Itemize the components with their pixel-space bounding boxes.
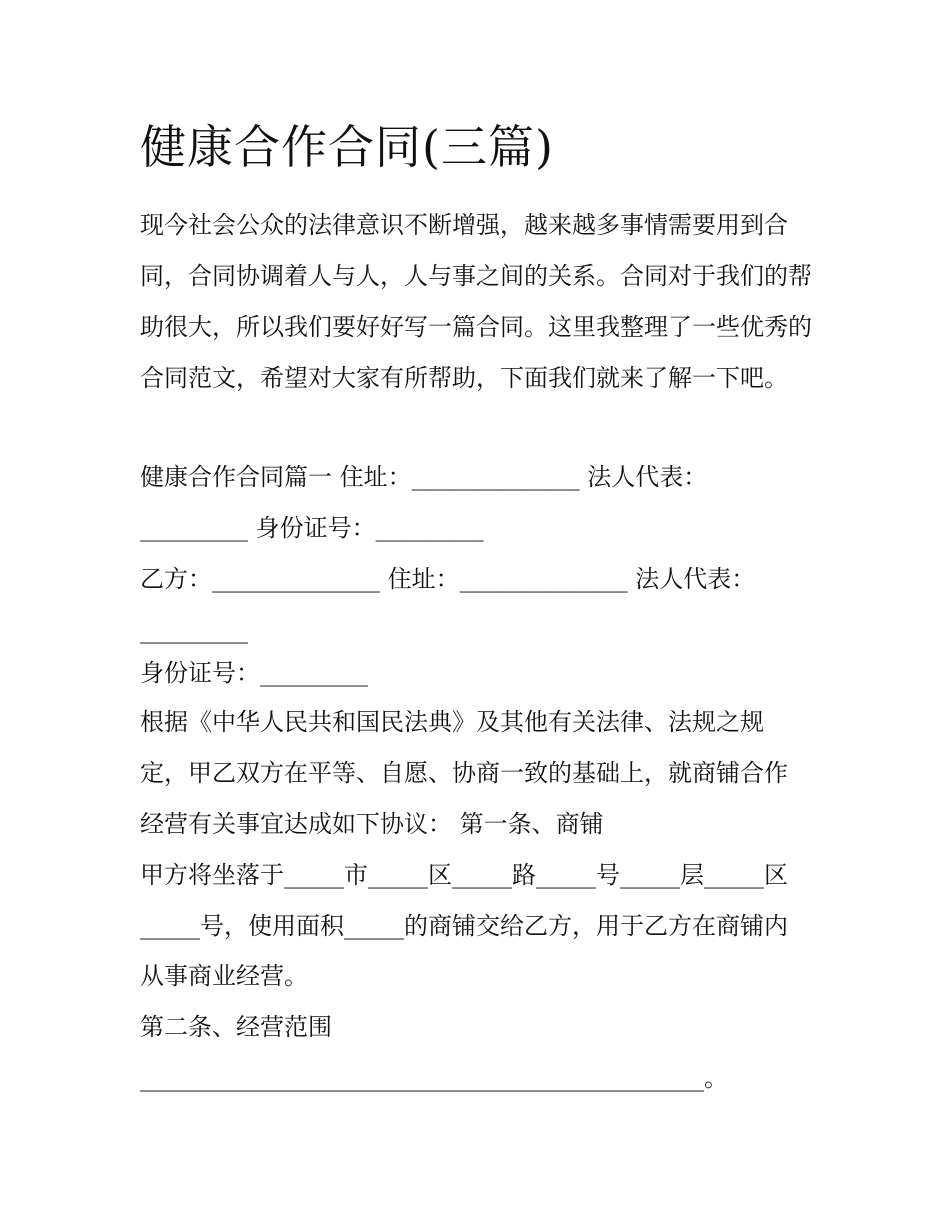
contract-line-12: 第二条、经营范围	[140, 1013, 332, 1041]
contract-line-8: 经营有关事宜达成如下协议： 第一条、商铺	[140, 810, 604, 838]
contract-line-6: 根据《中华人民共和国民法典》及其他有关法律、法规之规	[140, 708, 764, 736]
contract-line-9: 甲方将坐落于_____市_____区_____路_____号_____层_____区	[140, 861, 788, 889]
contract-line-7: 定，甲乙双方在平等、自愿、协商一致的基础上，就商铺合作	[140, 759, 788, 787]
contract-line-5: 身份证号：_________	[140, 659, 368, 687]
contract-line-4: _________	[140, 616, 248, 644]
contract-line-1: 健康合作合同篇一 住址：______________ 法人代表：	[140, 463, 708, 491]
document-title: 健康合作合同(三篇)	[140, 120, 554, 174]
contract-line-11: 从事商业经营。	[140, 962, 308, 990]
intro-paragraph: 现今社会公众的法律意识不断增强，越来越多事情需要用到合同，合同协调着人与人，人与事之间的关系。合同对于我们的帮助很大，所以我们要好好写一篇合同。这里我整理了一些优秀的合同范文，希望对大家有所帮助，下面我们就来了解一下吧。	[140, 211, 812, 392]
contract-line-2: _________ 身份证号：_________	[140, 514, 484, 542]
contract-line-13: _______________________________________________。	[140, 1064, 728, 1092]
contract-line-10: _____号，使用面积_____的商铺交给乙方，用于乙方在商铺内	[140, 912, 788, 940]
contract-line-3: 乙方：______________ 住址：______________ 法人代表：	[140, 565, 756, 593]
